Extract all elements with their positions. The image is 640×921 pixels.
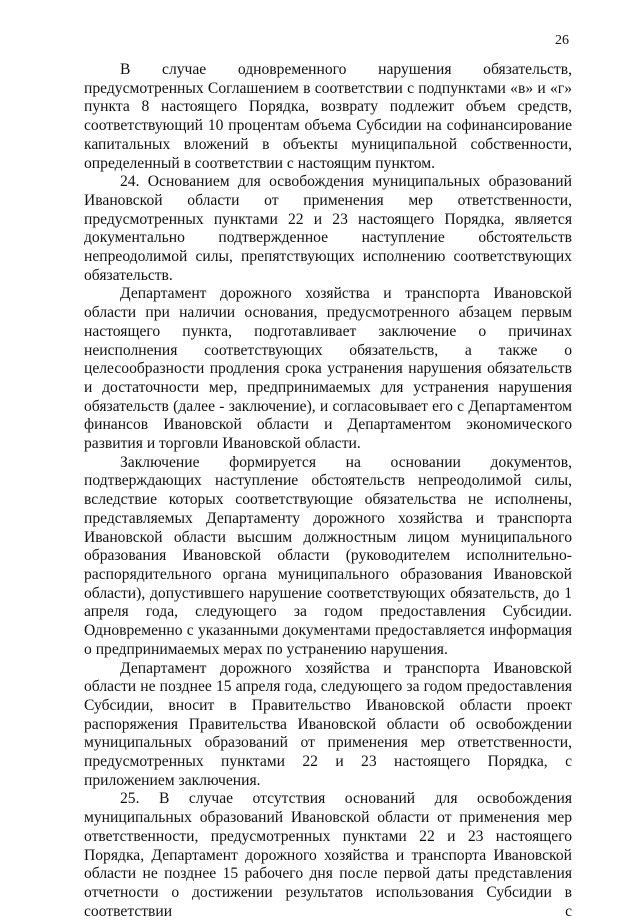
paragraph-4: Заключение формируется на основании документов, подтверждающих наступление обстоятельств непреодолимой силы, вследствие которых соответствующие обязательства не исполнены, представляемых Департаменту дорожного хозяйства и транспорта Ивановской области высшим должностным лицом муниципального образования Ивановской области (руководителем исполнительно-распорядительного органа муниципального образования Ивановской области), допустившего нарушение соответствующих обязательств, до 1 апреля года, следующего за годом предоставления Субсидии. Одновременно с указанными документами предоставляется информация о предпринимаемых мерах по устранению нарушения.: [84, 453, 572, 658]
paragraph-6: 25. В случае отсутствия оснований для освобождения муниципальных образований Ивановской области от применения мер ответственности, предусмотренных пунктами 22 и 23 настоящего Порядка, Департамент дорожного хозяйства и транспорта Ивановской области не позднее 15 рабочего дня после первой даты представления отчетности о достижении результатов использования Субсидии в соответствии с: [84, 790, 572, 920]
paragraph-3: Департамент дорожного хозяйства и транспорта Ивановской области при наличии основания, предусмотренного абзацем первым настоящего пункта, подготавливает заключение о причинах неисполнения соответствующих обязательств, а также о целесообразности продления срока устранения нарушения обязательств и достаточности мер, предпринимаемых для устранения нарушения обязательств (далее - заключение), и согласовывает его с Департаментом финансов Ивановской области и Департаментом экономического развития и торговли Ивановской области.: [84, 285, 572, 453]
document-body: [84, 61, 572, 921]
paragraph-2: 24. Основанием для освобождения муниципальных образований Ивановской области от применения мер ответственности, предусмотренных пунктами 22 и 23 настоящего Порядка, является документально подтвержденное наступление обстоятельств непреодолимой силы, препятствующих исполнению соответствующих обязательств.: [84, 173, 572, 284]
page-number: 26: [555, 33, 569, 48]
paragraph-1: В случае одновременного нарушения обязательств, предусмотренных Соглашением в соответствии с подпунктами «в» и «г» пункта 8 настоящего Порядка, возврату подлежит объем средств, соответствующий 10 процентам объема Субсидии на софинансирование капитальных вложений в объекты муниципальной собственности, определенный в соответствии с настоящим пунктом.: [84, 61, 572, 172]
paragraph-5: Департамент дорожного хозяйства и транспорта Ивановской области не позднее 15 апреля года, следующего за годом предоставления Субсидии, вносит в Правительство Ивановской области проект распоряжения Правительства Ивановской области об освобождении муниципальных образований от применения мер ответственности, предусмотренных пунктами 22 и 23 настоящего Порядка, с приложением заключения.: [84, 659, 572, 789]
